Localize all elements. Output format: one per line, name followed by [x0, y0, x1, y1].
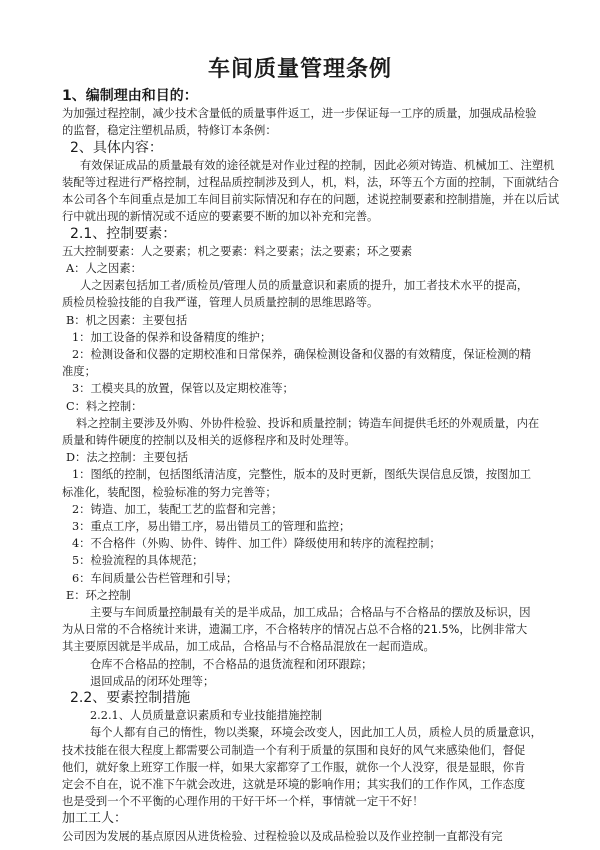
e-line-1: 主要与车间质量控制最有关的是半成品，加工成品；合格品与不合格品的摆放及标识，因: [90, 606, 531, 619]
paragraph-2-2-1-line-5: 也是受到一个不平衡的心理作用的干好干坏一个样，事情就一定干不好！: [62, 795, 424, 809]
c-line-2: 质量和铸件硬度的控制以及相关的返修程序和及时处理等。: [62, 434, 356, 447]
e-line-5: 退回成品的闭环处理等；: [90, 674, 215, 688]
b-heading: B：机之因素：主要包括: [66, 313, 188, 327]
worker-line-1: 公司因为发展的基点原因从进货检验、过程检验以及成品检验以及作业控制一直都没有完: [62, 829, 503, 843]
d-item-3: 3：重点工序，易出错工序，易出错员工的管理和监控；: [72, 520, 351, 533]
e-heading: E：环之控制: [66, 588, 131, 602]
paragraph-2-2-1-line-1: 每个人都有自己的惰性，物以类聚，环境会改变人，因此加工人员，质检人员的质量意识，: [90, 726, 542, 740]
b-item-2-line-2: 准度；: [62, 365, 96, 379]
five-elements-line: 五大控制要素：人之要素；机之要素：料之要素；法之要素；环之要素: [62, 244, 413, 258]
e-line-3: 其主要原因就是半成品，加工成品，合格品与不合格品混放在一起而造成。: [62, 640, 435, 654]
section-2-line-1: 有效保证成品的质量最有效的途径就是对作业过程的控制，因此必须对铸造、机械加工、注塑机: [80, 158, 555, 172]
section-2-line-2: 装配等过程进行严格控制，过程品质控制涉及到人，机，料，法，环等五个方面的控制，下面就结合: [62, 176, 560, 189]
section-1-line-1: 为加强过程控制，减少技术含量低的质量事件返工，进一步保证每一工序的质量，加强成品检验: [62, 107, 537, 121]
e-line-4: 仓库不合格品的控制，不合格品的退货流程和闭环跟踪；: [90, 657, 373, 671]
section-heading-2-1: 2.1、控制要素：: [70, 225, 177, 242]
subsection-heading-2-2-1: 2.2.1、人员质量意识素质和专业技能措施控制: [90, 709, 323, 723]
worker-heading: 加工工人：: [62, 811, 128, 827]
b-item-3: 3：工模夹具的放置，保管以及定期校准等；: [72, 382, 294, 396]
paragraph-2-2-1-line-4: 定会不自在，说不准下午就会改进，这就是环境的影响作用；其实我们的工作作风，工作态度: [62, 778, 526, 791]
a-heading: A：人之因素：: [66, 262, 142, 275]
e-line-2-text-b: ，比例非常大: [459, 623, 528, 637]
b-item-2-line-1: 2：检测设备和仪器的定期校准和日常保养，确保检测设备和仪器的有效精度，保证检测的精: [72, 348, 532, 361]
d-item-1-line-1: 1：图纸的控制，包括图纸清洁度，完整性，版本的及时更新，图纸失误信息反馈，按图加工: [72, 468, 532, 482]
e-line-2-text-a: 为从日常的不合格统计来讲，遗漏工序，不合格转序的情况占总不合格的: [62, 623, 424, 637]
d-item-1-line-2: 标准化，装配图，检验标准的努力完善等；: [62, 485, 277, 499]
section-1-line-2: 的监督，稳定注塑机品质，特修订本条例：: [62, 124, 277, 138]
a-line-1: 人之因素包括加工者/质检员/管理人员的质量意识和素质的提升，加工者技术水平的提高，: [80, 279, 529, 293]
d-item-4: 4：不合格件（外购、协件、铸件、加工件）降级使用和转序的流程控制；: [72, 537, 441, 551]
page-title: 车间质量管理条例: [207, 57, 392, 82]
section-heading-2-2: 2.2、要素控制措施: [70, 690, 191, 706]
paragraph-2-2-1-line-3: 他们，就好象上班穿工作服一样，如果大家都穿了工作服，就你一个人没穿，很是显眼，你肯: [62, 760, 526, 774]
c-line-1: 料之控制主要涉及外购、外协件检验、投诉和质量控制；铸造车间提供毛坯的外观质量，内在: [76, 416, 540, 430]
section-heading-2: 2、具体内容：: [70, 139, 163, 156]
d-heading: D：法之控制：主要包括: [66, 451, 189, 465]
section-heading-1: 1、编制理由和目的：: [62, 88, 198, 104]
nonconforming-percentage: 21.5%: [423, 623, 460, 637]
d-item-2: 2：铸造、加工，装配工艺的监督和完善；: [72, 502, 283, 516]
e-line-2: [62, 621, 527, 638]
c-heading: C：料之控制：: [66, 399, 143, 413]
a-line-2: 质检员检验技能的自我严谨，管理人员质量控制的思维思路等。: [62, 296, 379, 310]
section-2-line-4: 行中就出现的新情况或不适应的要素要不断的加以补充和完善。: [62, 210, 379, 224]
section-2-line-3: 本公司各个车间重点是加工车间目前实际情况和存在的问题，述说控制要素和控制措施，并在以后试: [62, 193, 560, 207]
b-item-1: 1：加工设备的保养和设备精度的维护；: [72, 330, 272, 344]
d-item-5: 5：检验流程的具体规范；: [72, 554, 204, 568]
d-item-6: 6：车间质量公告栏管理和引导；: [72, 571, 238, 585]
paragraph-2-2-1-line-2: 技术技能在很大程度上都需要公司制造一个有利于质量的氛围和良好的风气来感染他们，督促: [62, 743, 526, 757]
